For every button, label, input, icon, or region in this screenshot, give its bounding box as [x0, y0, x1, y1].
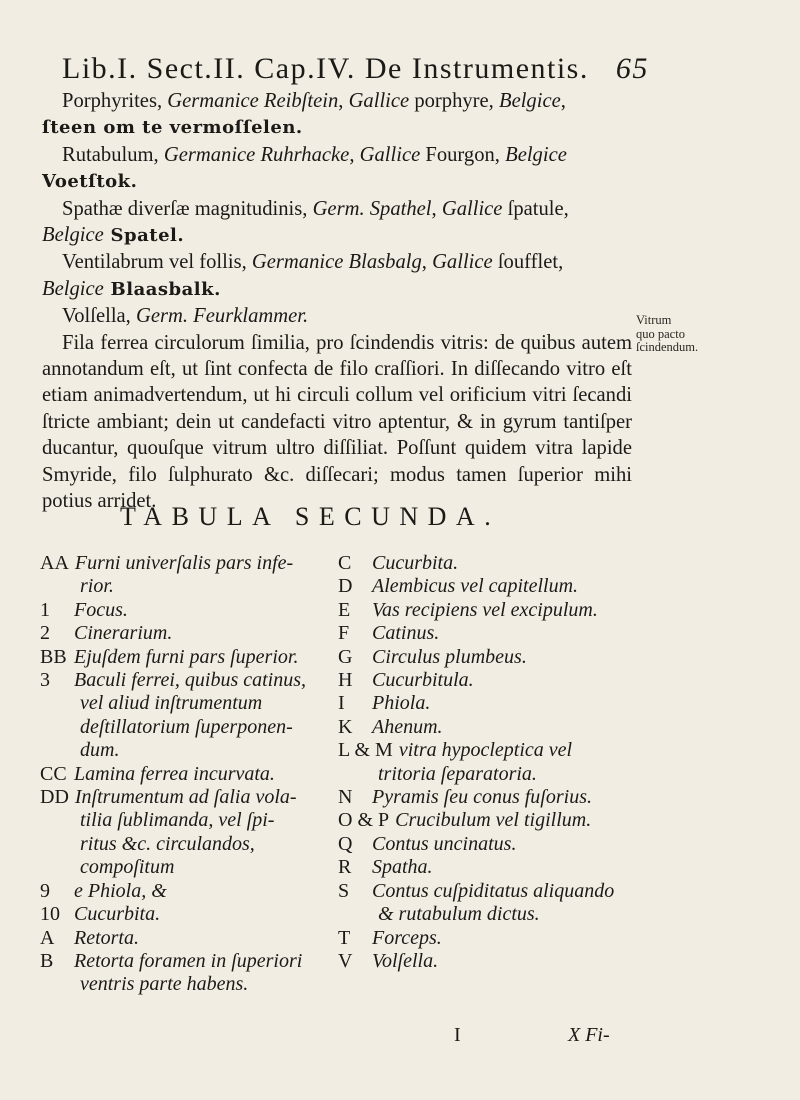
legend-item [338, 927, 758, 950]
legend-item [338, 599, 758, 622]
signature-mark: I [454, 1024, 461, 1046]
legend-description: Contus cuſpiditatus aliquando [372, 879, 615, 902]
legend-item [40, 692, 330, 715]
legend-key: CC [40, 762, 67, 785]
running-head-title: Lib.I. Sect.II. Cap.IV. De Instrumentis. [62, 52, 589, 85]
body-text [42, 88, 632, 515]
legend-description: & rutabulum dictus. [378, 903, 540, 926]
legend-key: B [40, 949, 54, 972]
legend-description: Baculi ferrei, quibus catinus, [74, 669, 307, 692]
legend-key: AA [40, 552, 69, 574]
legend-key: R [338, 856, 352, 879]
legend-key: 2 [40, 622, 50, 645]
legend-description: Furni univerſalis pars infe- [74, 552, 294, 574]
margin-note-line: Vitrum [636, 313, 672, 327]
legend-description: Cucurbita. [372, 552, 459, 574]
legend-item [338, 763, 758, 786]
legend-description: Retorta foramen in ſuperiori [74, 949, 303, 972]
legend-description: tritoria ſeparatoria. [378, 762, 537, 785]
legend-description: compoſitum [80, 856, 175, 879]
legend-key: A [40, 926, 55, 949]
legend-item [40, 950, 330, 973]
legend-description: Catinus. [372, 622, 440, 645]
entry-spathae-belgian: Belgice Spatel. [42, 224, 185, 247]
legend-key: H [338, 669, 353, 692]
legend-description: e Phiola, & [74, 879, 167, 902]
legend-key: I [338, 692, 345, 715]
legend-item [40, 669, 330, 692]
legend-key: 1 [40, 598, 50, 621]
paragraph-fila-ferrea: Fila ferrea circulorum ſimilia, pro ſcindendis vitris: de quibus autem annotandum eſt, ut ſint confecta de filo craſſiori. In diſſecando vitro eſt etiam animadvertendum, ut hi circuli collum vel orificium vitri ſecandi ſtricte ambiant; dein ut candefacti vitro aptentur, & in gyrum tantiſper ducantur, quouſque vitrum ultro diſſiliat. Poſſunt quidem vitra lapide Smyride, filo ſulphurato &c. diſſecari; modus tamen ſuperior mihi potius arridet. [42, 331, 632, 513]
legend-key: 10 [40, 903, 60, 926]
legend-description: Contus uncinatus. [372, 832, 517, 855]
legend-description: Cucurbitula. [372, 669, 474, 692]
legend-description: Inſtrumentum ad ſalia vola- [74, 786, 297, 809]
legend-item [338, 786, 758, 809]
legend-item [40, 552, 330, 575]
page-number: 65 [615, 52, 649, 85]
legend-description: Focus. [74, 598, 128, 621]
legend-description: Lamina ferrea incurvata. [74, 762, 275, 785]
margin-note-line: ſcindendum. [636, 340, 699, 354]
legend-item [40, 809, 330, 832]
legend-description: deſtillatorium ſuperponen- [80, 715, 293, 738]
legend-item [40, 646, 330, 669]
legend-item [338, 880, 758, 903]
entry-rutabulum-belgian: Voetſtok. [42, 171, 138, 193]
legend-item [338, 833, 758, 856]
legend-key: D [338, 575, 353, 598]
legend-right-column [338, 552, 758, 973]
running-head [62, 52, 762, 86]
legend-description: Ahenum. [372, 715, 443, 738]
legend-item [338, 646, 758, 669]
legend-item [40, 786, 330, 809]
legend-left-column [40, 552, 330, 997]
legend-item [40, 833, 330, 856]
legend-item [40, 763, 330, 786]
legend-item [338, 856, 758, 879]
legend-item [338, 716, 758, 739]
legend-description: ritus &c. circulandos, [80, 832, 255, 855]
legend-item [40, 739, 330, 762]
legend-key: L & M [338, 739, 393, 762]
legend-description: Cucurbita. [74, 903, 161, 926]
legend-description: Vas recipiens vel excipulum. [372, 598, 598, 621]
legend-key: E [338, 598, 351, 621]
legend-key: K [338, 715, 353, 738]
catchword: X Fi- [568, 1024, 610, 1046]
legend-key: Q [338, 832, 353, 855]
legend-description: Pyramis ſeu conus fuſorius. [372, 786, 592, 809]
legend-description: tilia ſublimanda, vel ſpi- [80, 809, 275, 832]
entry-porphyrites-belgian: ſteen om te vermoſſelen. [42, 117, 303, 139]
legend-description: vel aliud inſtrumentum [80, 692, 263, 715]
entry-porphyrites: Porphyrites, Germanice Reibſtein, Gallice porphyre, Belgice, [62, 90, 566, 112]
legend-description: Alembicus vel capitellum. [372, 575, 579, 598]
legend-key: 3 [40, 669, 50, 692]
legend-item [40, 622, 330, 645]
legend-item [338, 809, 758, 832]
legend-key: C [338, 552, 352, 574]
legend-key: 9 [40, 879, 50, 902]
legend-key: O & P [338, 809, 390, 832]
legend-description: dum. [80, 739, 120, 762]
table-title: TABULA SECUNDA. [120, 502, 501, 531]
legend-key: DD [40, 786, 69, 809]
entry-volsella: Volſella, Germ. Feurklammer. [62, 305, 309, 328]
entry-spathae: Spathæ diverſæ magnitudinis, Germ. Spathel, Gallice ſpatule, [62, 197, 569, 220]
legend-item [338, 669, 758, 692]
legend-key: N [338, 786, 353, 809]
margin-note-line: quo pacto [636, 326, 685, 341]
entry-ventilabrum: Ventilabrum vel follis, Germanice Blasbalg, Gallice ſoufflet, [62, 251, 564, 274]
legend-item [40, 856, 330, 879]
legend-item [338, 739, 758, 762]
legend-item [40, 575, 330, 598]
legend-key: T [338, 926, 351, 949]
legend-description: Spatha. [372, 856, 433, 879]
margin-note [636, 314, 746, 355]
legend-item [338, 552, 758, 575]
legend-item [338, 575, 758, 598]
legend-item [338, 692, 758, 715]
legend-description: Crucibulum vel tigillum. [395, 809, 592, 832]
legend-description: Phiola. [372, 692, 431, 715]
legend-description: rior. [80, 575, 114, 598]
legend-key: V [338, 949, 353, 972]
legend-description: Circulus plumbeus. [372, 645, 527, 668]
legend-item [40, 599, 330, 622]
legend-description: Volſella. [372, 949, 439, 972]
legend-key: G [338, 645, 353, 668]
legend-description: Cinerarium. [74, 622, 173, 645]
legend-item [338, 950, 758, 973]
legend-item [40, 973, 330, 996]
legend-item [40, 880, 330, 903]
legend-description: Forceps. [372, 926, 442, 949]
legend-item [40, 903, 330, 926]
legend-description: Retorta. [74, 926, 139, 949]
legend-description: Ejuſdem furni pars ſuperior. [74, 645, 299, 668]
legend-key: F [338, 622, 350, 645]
legend-item [338, 622, 758, 645]
entry-rutabulum: Rutabulum, Germanice Ruhrhacke, Gallice Fourgon, Belgice [62, 143, 567, 166]
legend-description: ventris parte habens. [80, 973, 249, 996]
legend-description: vitra hypocleptica vel [398, 739, 573, 762]
legend-item [40, 716, 330, 739]
legend-key: S [338, 879, 350, 902]
legend-item [40, 927, 330, 950]
legend-key: BB [40, 645, 67, 668]
legend-item [338, 903, 758, 926]
entry-ventilabrum-belgian: Belgice Blaasbalk. [42, 277, 221, 300]
